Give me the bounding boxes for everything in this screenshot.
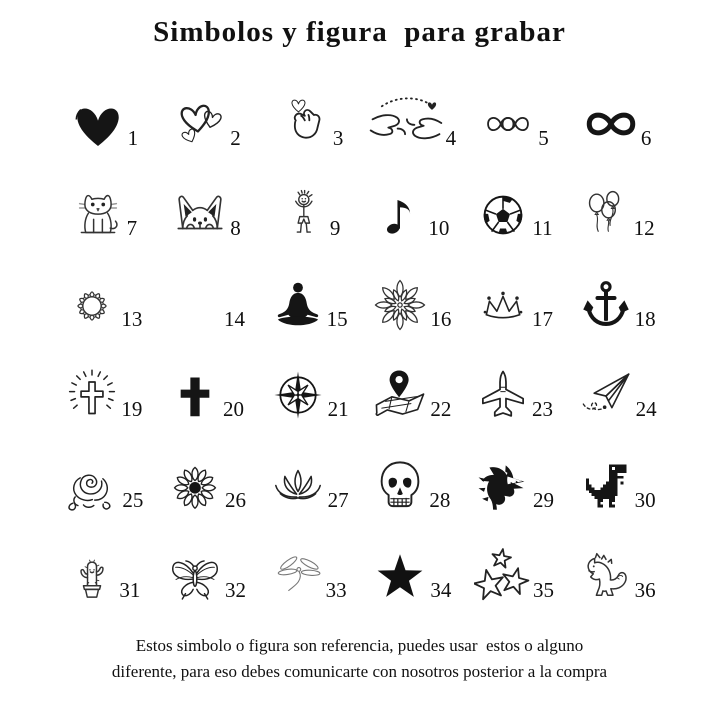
symbol-cell-cross-with-rays	[52, 334, 155, 425]
crown-icon	[475, 278, 531, 334]
symbol-number: 16	[430, 306, 452, 331]
symbol-cell-cat	[52, 153, 155, 244]
symbol-cell-skull	[360, 424, 463, 515]
symbol-cell-lotus	[257, 424, 360, 515]
symbol-number: 23	[531, 397, 553, 421]
symbol-cell-cactus	[52, 515, 155, 606]
symbol-cell-infinity	[565, 62, 668, 153]
symbol-number: 30	[634, 487, 656, 512]
symbol-number: 12	[633, 216, 655, 240]
cute-dinosaur-icon	[578, 547, 634, 605]
symbol-number: 5	[538, 125, 549, 150]
cat-icon	[70, 187, 126, 243]
symbol-number: 22	[430, 397, 452, 421]
symbol-number: 15	[326, 306, 348, 331]
symbol-number: 20	[222, 397, 244, 421]
pinky-promise-icon	[367, 93, 445, 153]
symbol-number: 32	[224, 578, 246, 602]
symbol-number: 26	[224, 487, 246, 512]
dragon-icon	[474, 457, 532, 515]
symbol-number: 17	[531, 306, 553, 331]
symbol-number: 28	[429, 487, 451, 512]
symbol-number: 19	[121, 397, 143, 421]
symbol-number: 27	[327, 487, 349, 512]
finger-heart-icon	[274, 95, 332, 153]
symbol-number: 29	[532, 487, 554, 512]
symbol-number: 36	[634, 578, 656, 602]
symbol-cell-stick-figure-boy	[257, 153, 360, 244]
doodle-hearts-icon	[171, 95, 229, 153]
symbol-cell-airplane	[463, 334, 566, 425]
corgi-dog-icon	[171, 185, 229, 243]
dragonfly-icon	[271, 549, 325, 605]
symbol-number: 24	[635, 397, 657, 421]
symbol-number: 11	[532, 216, 553, 240]
symbol-number: 18	[634, 306, 656, 331]
page-title: Simbolos y figura para grabar	[153, 16, 566, 48]
symbol-number: 10	[428, 216, 450, 240]
symbol-number: 3	[332, 125, 344, 150]
symbol-cell-soccer-ball	[463, 153, 566, 244]
symbol-cell-map-location-pin	[360, 334, 463, 425]
lotus-icon	[269, 457, 327, 515]
symbol-cell-music-note	[360, 153, 463, 244]
symbol-cell-dragonfly	[257, 515, 360, 606]
symbol-number: 13	[121, 306, 143, 331]
symbol-cell-solid-heart	[52, 62, 155, 153]
paper-plane-icon	[577, 366, 635, 424]
symbol-cell-butterfly	[155, 515, 258, 606]
symbol-number: 7	[126, 216, 138, 240]
symbol-cell-doodle-hearts	[155, 62, 258, 153]
symbol-number: 1	[127, 125, 139, 150]
symbol-grid	[52, 62, 668, 605]
symbol-cell-daisy	[155, 424, 258, 515]
symbol-cell-dragon	[463, 424, 566, 515]
symbol-number: 31	[119, 578, 141, 602]
map-location-pin-icon	[371, 366, 429, 424]
balloons-icon	[579, 185, 633, 243]
symbol-number: 6	[640, 125, 652, 150]
skull-icon	[372, 457, 428, 515]
symbol-cell-rose	[52, 424, 155, 515]
stick-figure-boy-icon	[277, 187, 329, 243]
soccer-ball-icon	[475, 187, 531, 243]
double-infinity-icon	[479, 95, 537, 153]
butterfly-icon	[166, 545, 224, 605]
symbol-number: 34	[430, 578, 452, 602]
symbol-cell-pixel-dinosaur	[565, 424, 668, 515]
solid-heart-icon	[69, 95, 127, 153]
sun-icon	[64, 278, 120, 334]
symbol-cell-paper-plane	[565, 334, 668, 425]
solid-star-icon	[371, 547, 429, 605]
symbol-cell-cross	[155, 334, 258, 425]
cactus-icon	[66, 547, 118, 605]
mandala-flower-icon	[371, 276, 429, 334]
footer-line-1: Estos simbolo o figura son referencia, puedes usar estos o alguno	[135, 636, 584, 655]
music-note-icon	[373, 189, 427, 243]
outline-stars-icon	[474, 547, 532, 605]
symbol-cell-corgi-dog	[155, 153, 258, 244]
anchor-icon	[578, 278, 634, 334]
airplane-icon	[475, 368, 531, 424]
symbol-cell-cute-dinosaur	[565, 515, 668, 606]
crescent-moon-icon	[167, 278, 223, 334]
symbol-cell-mandala-flower	[360, 243, 463, 334]
symbol-number: 8	[230, 216, 241, 240]
daisy-icon	[166, 457, 224, 515]
symbol-number: 2	[230, 125, 241, 150]
symbol-number: 4	[445, 125, 457, 150]
footer-note	[0, 633, 719, 686]
infinity-icon	[582, 95, 640, 153]
symbol-cell-sun	[52, 243, 155, 334]
symbol-number: 33	[325, 578, 347, 602]
symbol-cell-anchor	[565, 243, 668, 334]
symbol-cell-pinky-promise	[360, 62, 463, 153]
rose-icon	[63, 457, 121, 515]
meditation-icon	[270, 278, 326, 334]
symbol-cell-finger-heart	[257, 62, 360, 153]
symbol-number: 25	[122, 487, 144, 512]
symbol-cell-outline-stars	[463, 515, 566, 606]
symbol-cell-balloons	[565, 153, 668, 244]
cross-with-rays-icon	[64, 368, 120, 424]
symbol-cell-crescent-moon	[155, 243, 258, 334]
cross-icon	[168, 368, 222, 424]
symbol-number: 35	[532, 578, 554, 602]
symbol-number: 9	[329, 216, 341, 240]
symbol-number: 21	[327, 397, 349, 421]
symbol-number: 14	[223, 306, 245, 331]
symbol-cell-crown	[463, 243, 566, 334]
symbol-cell-double-infinity	[463, 62, 566, 153]
symbol-cell-solid-star	[360, 515, 463, 606]
pixel-dinosaur-icon	[578, 459, 634, 515]
compass-rose-icon	[269, 366, 327, 424]
footer-line-2: diferente, para eso debes comunicarte con nosotros posterior a la compra	[111, 662, 608, 682]
symbol-cell-compass-rose	[257, 334, 360, 425]
symbol-cell-meditation	[257, 243, 360, 334]
